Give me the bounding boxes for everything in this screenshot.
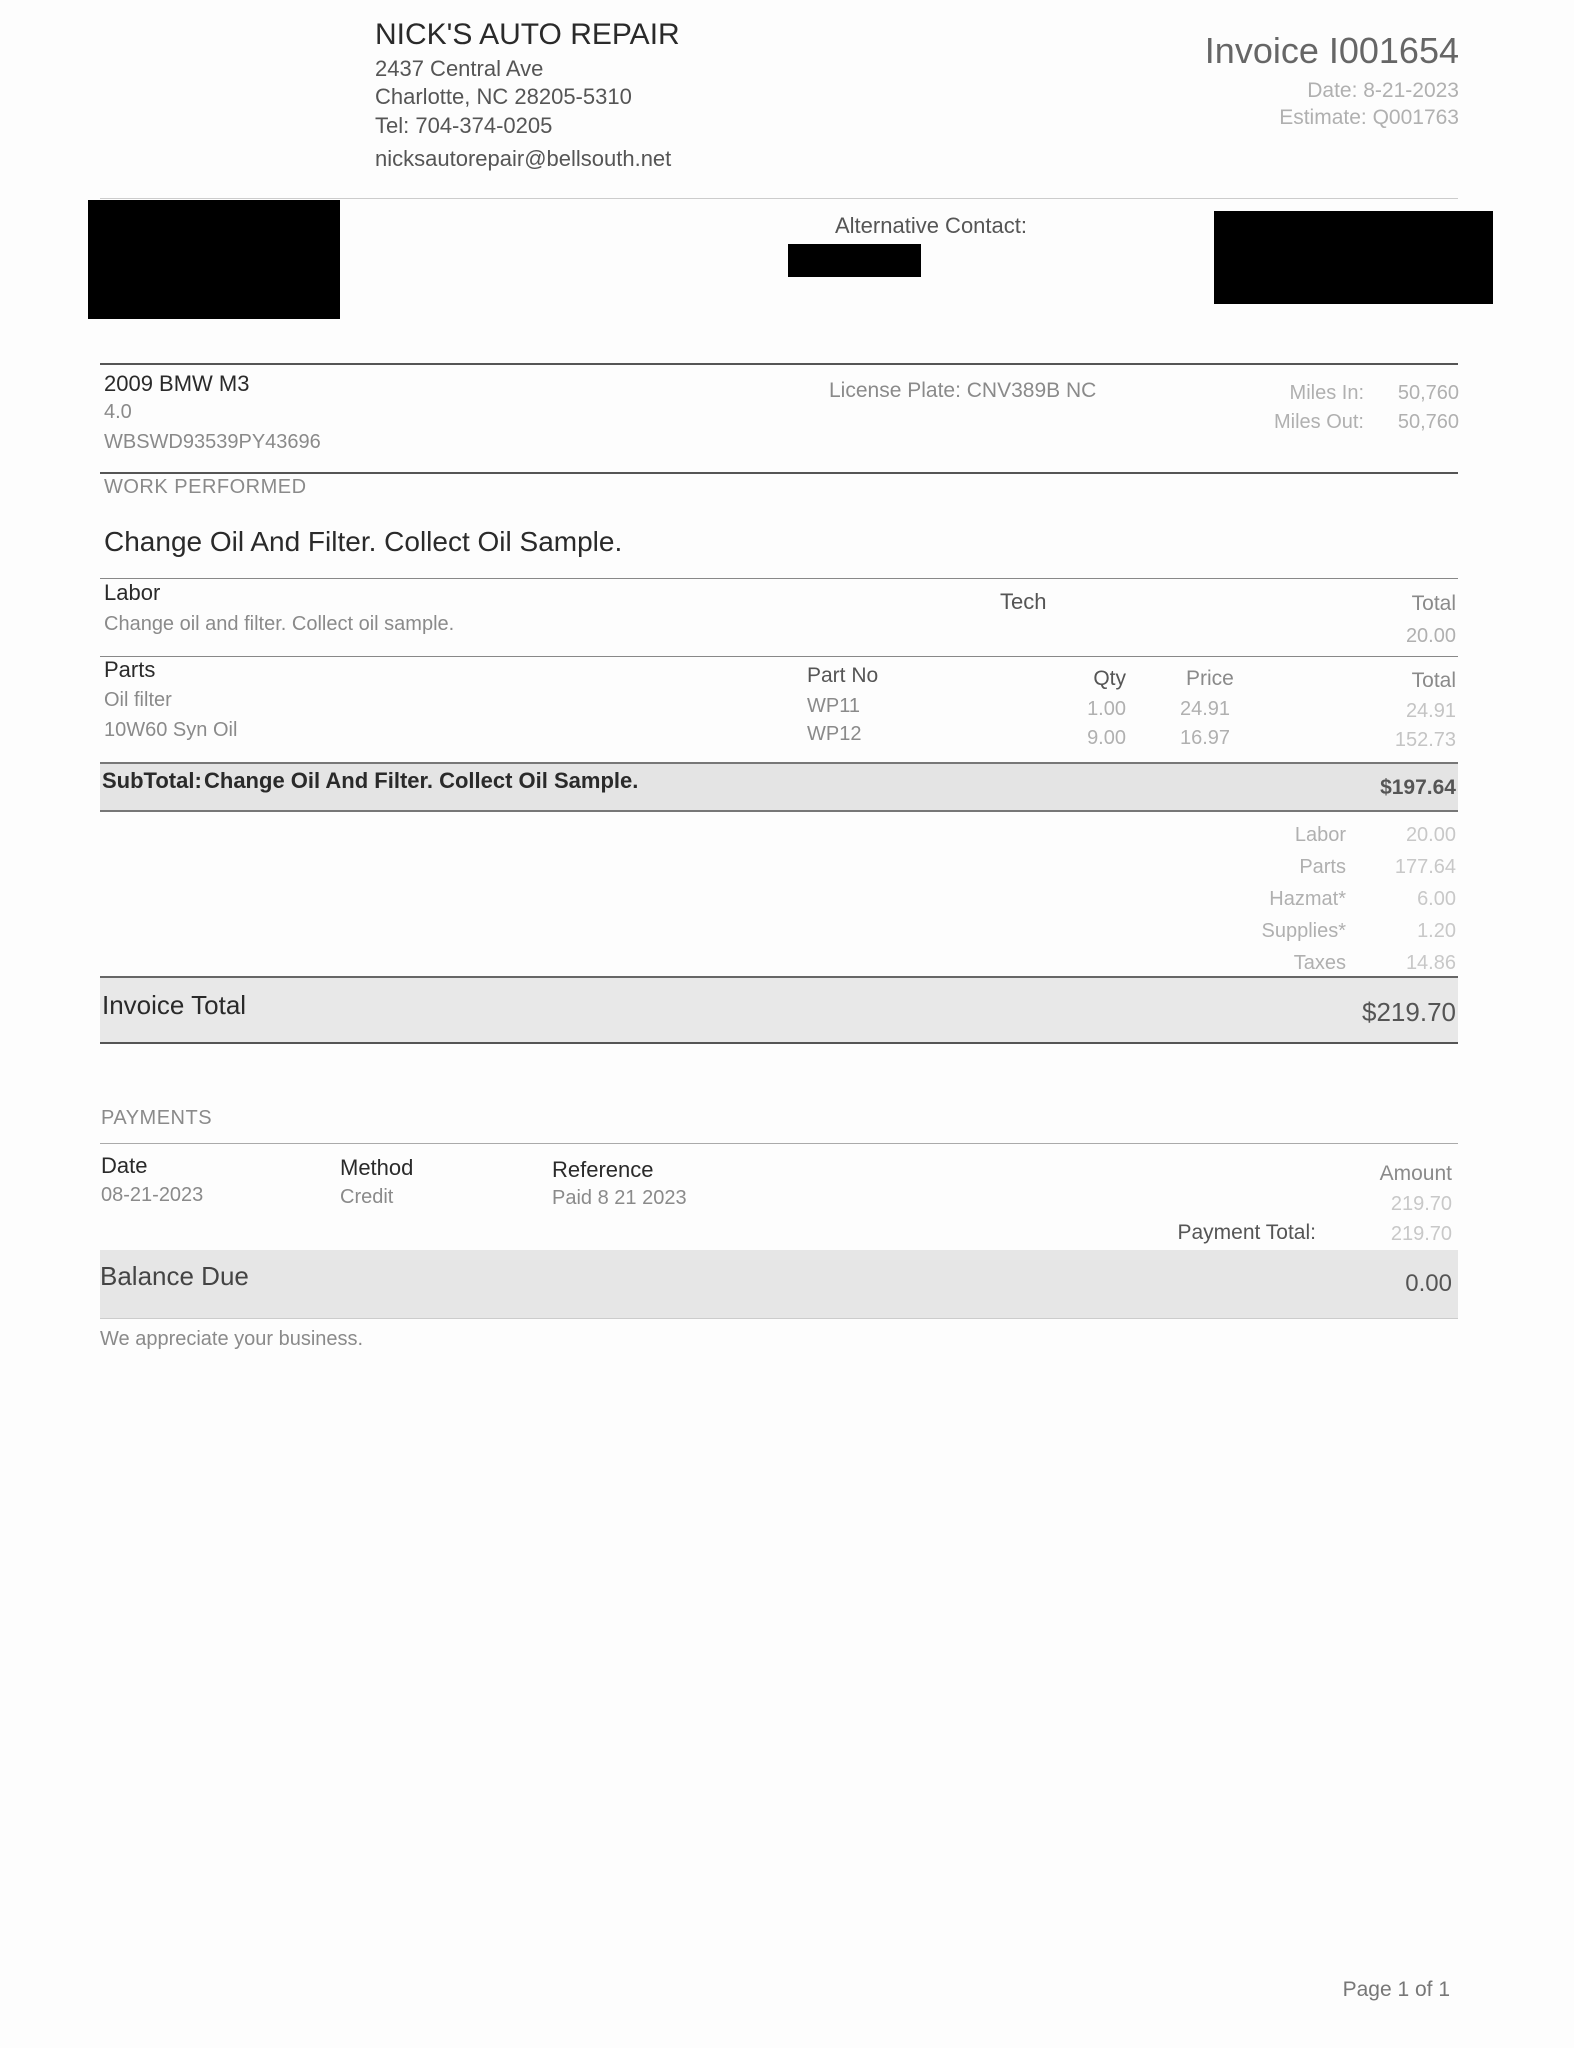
payment-method: Credit	[340, 1186, 394, 1208]
summary-value: 1.20	[1417, 920, 1456, 942]
part-number: WP11	[807, 695, 860, 717]
license-plate: License Plate: CNV389B NC	[829, 379, 1097, 402]
miles-out-label: Miles Out:	[1273, 411, 1364, 433]
redacted-alt-contact	[788, 244, 921, 277]
vehicle-vin: WBSWD93539PY43696	[104, 431, 321, 453]
work-title-rule	[100, 578, 1458, 579]
miles-out-value: 50,760	[1397, 411, 1459, 433]
redacted-contact-block	[1214, 211, 1493, 304]
part-qty: 1.00	[1087, 698, 1126, 720]
labor-label: Labor	[104, 580, 161, 605]
part-total: 24.91	[1405, 700, 1456, 722]
miles-in-value: 50,760	[1397, 382, 1459, 404]
summary-label: Labor	[1294, 824, 1346, 846]
balance-due-value: 0.00	[1405, 1270, 1452, 1297]
payments-label: PAYMENTS	[101, 1107, 213, 1129]
payment-method-header: Method	[340, 1155, 414, 1180]
subtotal-value: $197.64	[1380, 776, 1456, 799]
invoice-date: Date: 8-21-2023	[1307, 79, 1459, 102]
payment-reference: Paid 8 21 2023	[552, 1187, 687, 1209]
balance-due-label: Balance Due	[100, 1261, 249, 1291]
summary-value: 20.00	[1405, 824, 1456, 846]
thank-you-note: We appreciate your business.	[100, 1328, 364, 1350]
tech-header: Tech	[1000, 589, 1047, 614]
part-number: WP12	[807, 723, 862, 745]
part-name: 10W60 Syn Oil	[104, 719, 238, 741]
redacted-customer-block	[88, 200, 340, 319]
part-name: Oil filter	[104, 689, 172, 711]
parts-total-header: Total	[1411, 669, 1456, 692]
subtotal-description: Change Oil And Filter. Collect Oil Sample.	[204, 768, 639, 793]
part-qty: 9.00	[1087, 727, 1126, 749]
summary-value: 14.86	[1405, 952, 1456, 974]
part-price: 16.97	[1180, 727, 1231, 749]
invoice-number: Invoice I001654	[1204, 30, 1459, 71]
price-header: Price	[1186, 667, 1234, 690]
invoice-total-band	[100, 976, 1458, 1044]
payment-total-label: Payment Total:	[1177, 1221, 1316, 1244]
header-divider	[100, 198, 1458, 199]
part-total: 152.73	[1394, 729, 1456, 751]
work-performed-label: WORK PERFORMED	[104, 476, 307, 498]
summary-value: 177.64	[1394, 856, 1456, 878]
payment-date: 08-21-2023	[101, 1184, 204, 1206]
parts-label: Parts	[104, 657, 156, 682]
work-title: Change Oil And Filter. Collect Oil Sample.	[104, 526, 623, 557]
summary-label: Taxes	[1293, 952, 1346, 974]
payment-reference-header: Reference	[552, 1157, 654, 1182]
summary-value: 6.00	[1417, 888, 1456, 910]
vehicle-top-rule	[100, 363, 1458, 365]
invoice-total-label: Invoice Total	[102, 990, 247, 1020]
shop-email: nicksautorepair@bellsouth.net	[375, 146, 672, 171]
shop-address-line1: 2437 Central Ave	[375, 56, 544, 81]
alternative-contact-label: Alternative Contact:	[835, 213, 1027, 238]
payment-date-header: Date	[101, 1153, 148, 1178]
invoice-total-value: $219.70	[1362, 997, 1456, 1027]
qty-header: Qty	[1093, 667, 1126, 690]
part-price: 24.91	[1180, 698, 1231, 720]
subtotal-label: SubTotal:	[102, 768, 202, 793]
parts-rule	[100, 656, 1458, 657]
miles-in-label: Miles In:	[1289, 382, 1364, 404]
payment-total-value: 219.70	[1390, 1223, 1452, 1245]
estimate-number: Estimate: Q001763	[1279, 106, 1459, 129]
payment-amount: 219.70	[1390, 1193, 1452, 1215]
shop-address-line2: Charlotte, NC 28205-5310	[375, 84, 632, 109]
payments-rule	[100, 1143, 1458, 1144]
summary-label: Supplies*	[1261, 920, 1346, 942]
balance-due-band	[100, 1250, 1458, 1319]
part-no-header: Part No	[807, 664, 879, 687]
labor-description: Change oil and filter. Collect oil sample.	[104, 613, 455, 635]
summary-label: Parts	[1299, 856, 1346, 878]
page-number: Page 1 of 1	[1342, 1978, 1450, 2001]
labor-total-value: 20.00	[1405, 625, 1456, 647]
shop-name: NICK'S AUTO REPAIR	[375, 18, 680, 51]
labor-total-header: Total	[1411, 592, 1456, 615]
summary-label: Hazmat*	[1269, 888, 1346, 910]
shop-phone: Tel: 704-374-0205	[375, 113, 553, 138]
vehicle-name: 2009 BMW M3	[104, 371, 250, 396]
vehicle-bottom-rule	[100, 472, 1458, 474]
payment-amount-header: Amount	[1379, 1162, 1452, 1185]
vehicle-engine: 4.0	[104, 401, 132, 423]
